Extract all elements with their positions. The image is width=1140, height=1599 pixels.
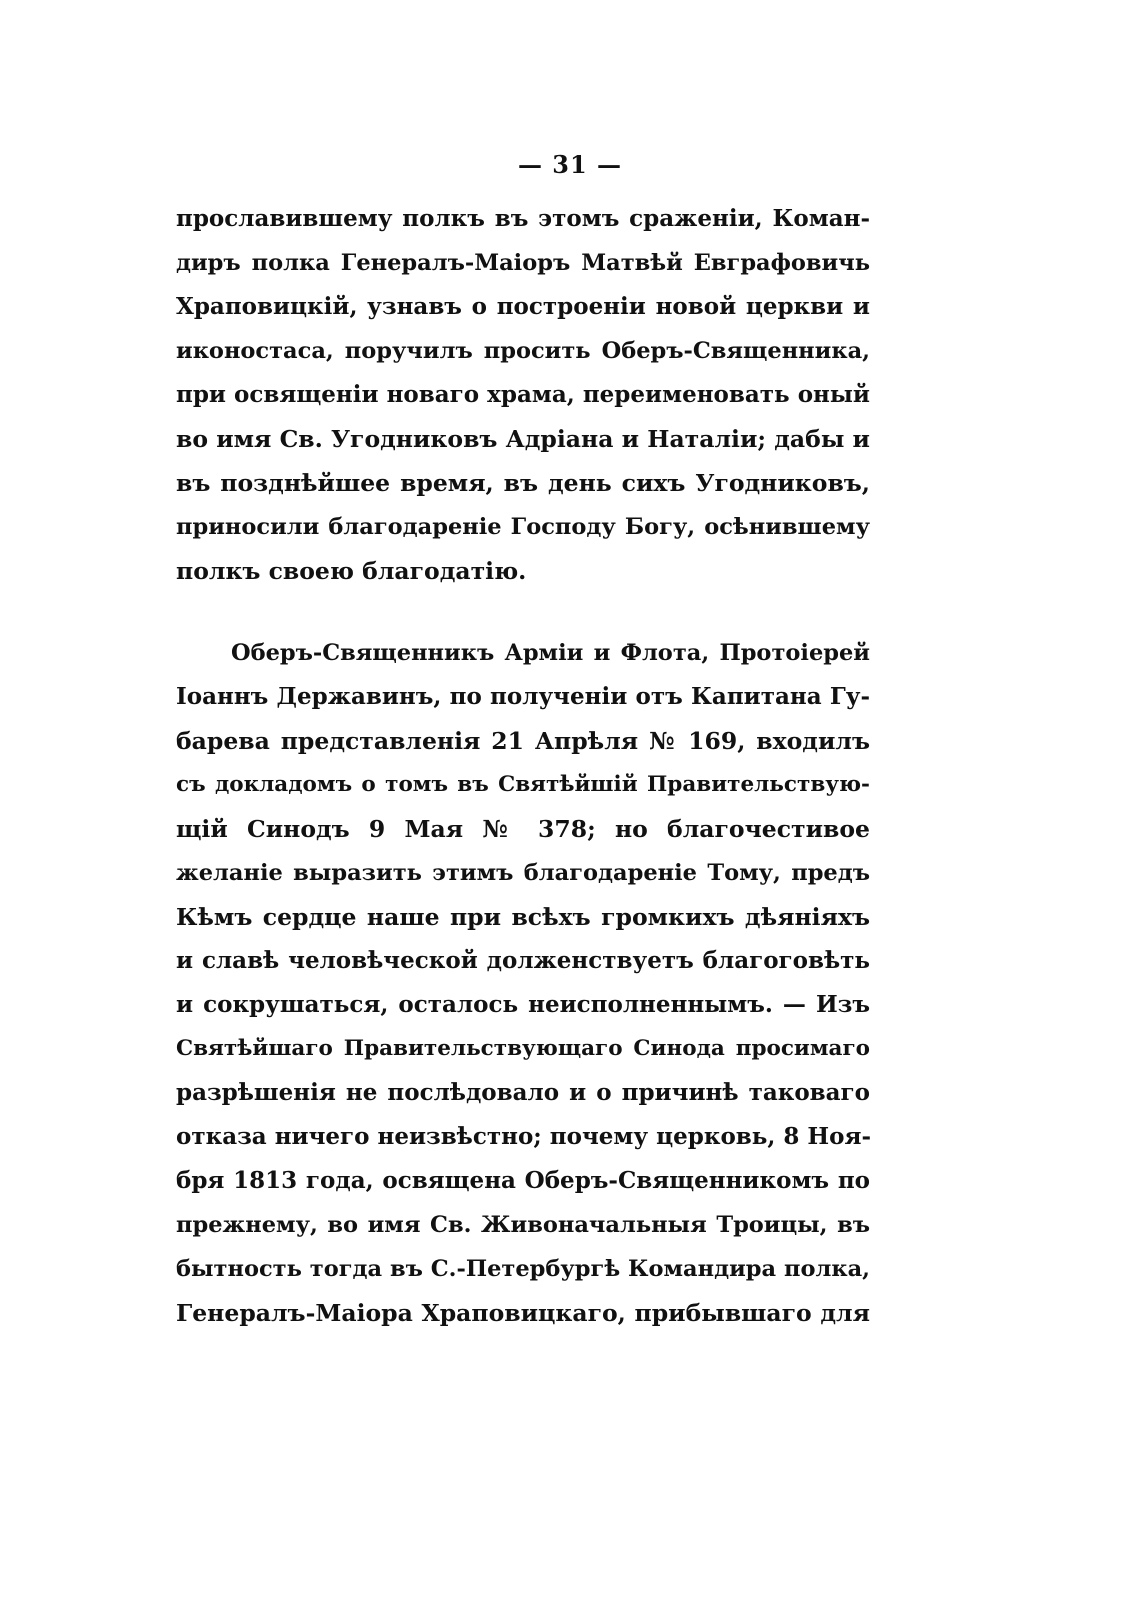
text-line: Оберъ-Священникъ Арміи и Флота, Протоіерей (231, 640, 870, 666)
text-line: съ докладомъ о томъ въ Святѣйшій Правительствую- (176, 772, 870, 797)
text-line: въ позднѣйшее время, въ день сихъ Угодниковъ, (176, 469, 870, 497)
text-line: прежнему, во имя Св. Живоначальныя Троицы, въ (176, 1212, 870, 1238)
text-line: во имя Св. Угодниковъ Адріана и Наталіи; дабы и (176, 425, 870, 453)
text-line: щій Синодъ 9 Мая № 378; но благочестивое (176, 815, 870, 843)
text-line: и славѣ человѣческой долженствуетъ благоговѣть (176, 947, 870, 974)
text-line: бытность тогда въ С.-Петербургѣ Командира полка, (176, 1256, 870, 1282)
text-line: отказа ничего неизвѣстно; почему церковь, 8 Ноя- (176, 1123, 872, 1150)
text-line: диръ полка Генералъ-Маіоръ Матвѣй Евграфовичь (176, 250, 870, 276)
paragraph-2 (176, 631, 870, 1335)
text-line: и сокрушаться, осталось неисполненнымъ. — Изъ (176, 991, 870, 1018)
page-number: — 31 — (517, 150, 623, 179)
text-line: разрѣшенія не послѣдовало и о причинѣ таковаго (176, 1079, 870, 1106)
text-line: барева представленія 21 Апрѣля № 169, входилъ (176, 727, 870, 755)
text-line: Генералъ-Маіора Храповицкаго, прибывшаго для (176, 1299, 870, 1327)
text-line: прославившему полкъ въ этомъ сраженіи, Коман- (176, 205, 870, 232)
text-line: бря 1813 года, освящена Оберъ-Священникомъ по (176, 1167, 870, 1194)
text-line: Храповицкій, узнавъ о построеніи новой церкви и (176, 293, 870, 320)
text-line: полкъ своею благодатію. (176, 557, 527, 585)
text-line: Іоаннъ Державинъ, по полученіи отъ Капитана Гу- (176, 683, 870, 710)
text-line: Святѣйшаго Правительствующаго Синода просимаго (176, 1036, 870, 1061)
text-line: Кѣмъ сердце наше при всѣхъ громкихъ дѣяніяхъ (176, 903, 870, 931)
text-line: иконостаса, поручилъ просить Оберъ-Священника, (176, 338, 870, 364)
paragraph-1 (176, 197, 870, 593)
text-line: желаніе выразить этимъ благодареніе Тому, предъ (176, 860, 870, 886)
text-line: при освященіи новаго храма, переименовать оный (176, 381, 870, 408)
text-line: приносили благодареніе Господу Богу, осѣнившему (176, 514, 870, 540)
